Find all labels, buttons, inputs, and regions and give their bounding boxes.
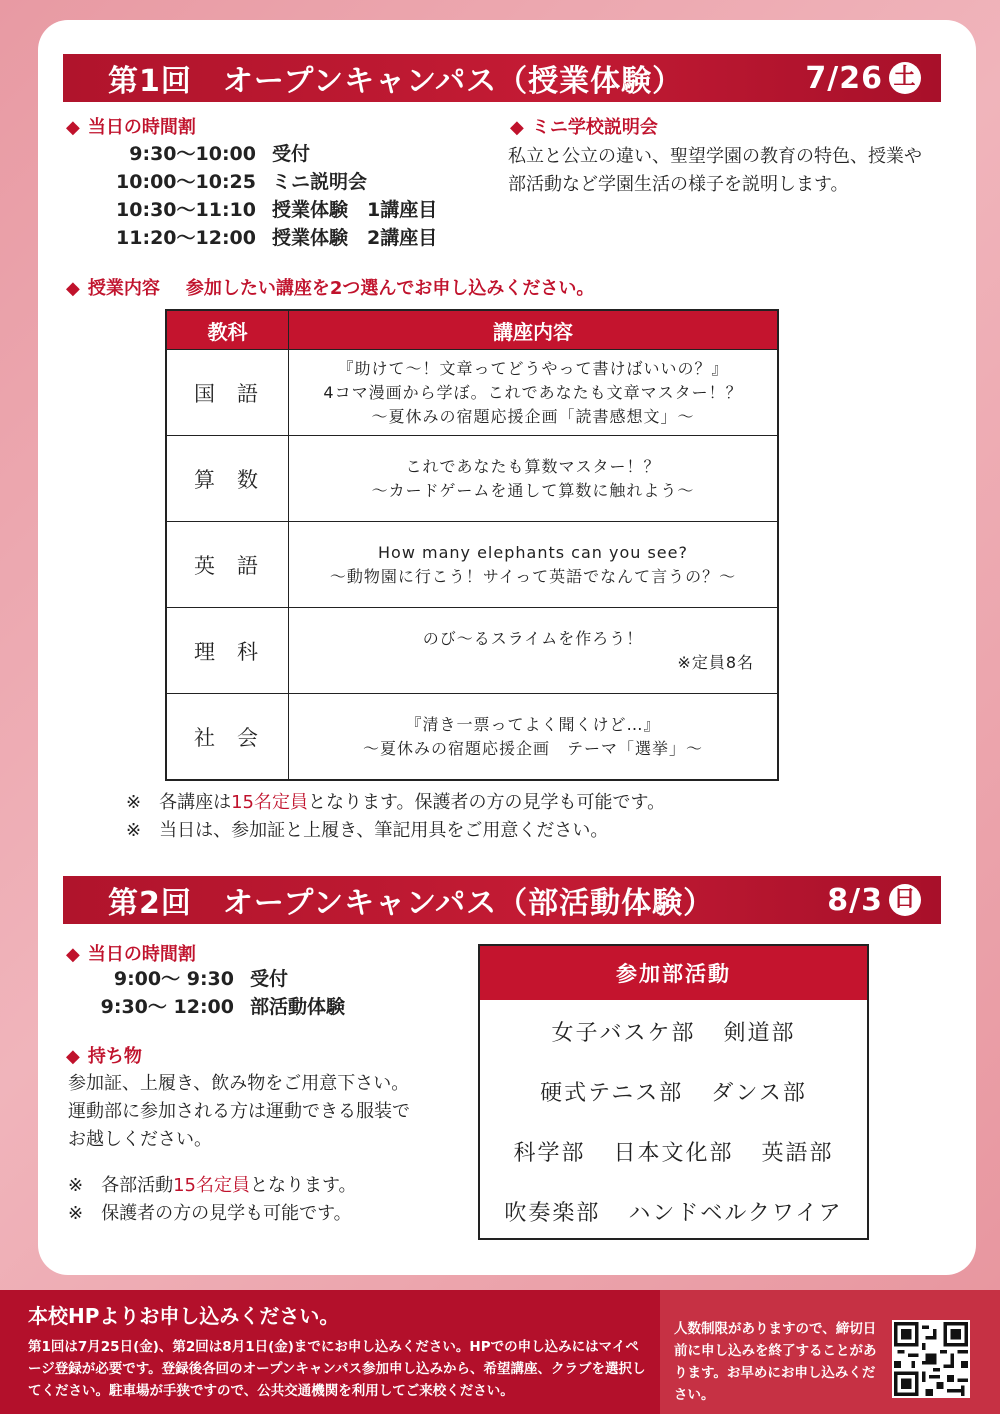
session1-title: 第1回 オープンキャンパス（授業体験） (108, 64, 684, 99)
footer-side (660, 1290, 1000, 1414)
session2-date: 8/3 (827, 882, 883, 918)
schedule-row: 9:00～ 9:30 受付 (113, 968, 289, 990)
clubs-row: 科学部 日本文化部 英語部 (513, 1141, 834, 1166)
table-row (166, 694, 778, 781)
clubs-row: 吹奏楽部 ハンドベルクワイア (504, 1201, 843, 1226)
mini-heading: ◆ ミニ学校説明会 (510, 117, 658, 138)
content-cell: のび～るスライムを作ろう！ ※定員8名 (289, 608, 779, 694)
footer-side-text: 人数制限がありますので、締切日前に申し込みを終了することがあります。お早めにお申し込みください。 (674, 1321, 877, 1403)
session1-notes (126, 789, 665, 845)
table-header-row (166, 310, 778, 350)
session1-schedule-heading: ◆ 当日の時間割 (66, 117, 196, 138)
diamond-icon: ◆ (510, 117, 524, 138)
footer-main (0, 1290, 660, 1414)
subject-cell: 算数 (166, 436, 289, 522)
course-heading: ◆ 授業内容 参加したい講座を2つ選んでお申し込みください。 (66, 278, 595, 299)
clubs-heading: 参加部活動 (480, 946, 867, 1000)
clubs-row: 硬式テニス部 ダンス部 (540, 1081, 807, 1106)
subject-cell: 理科 (166, 608, 289, 694)
session1-date-group (805, 61, 921, 96)
session1-banner (63, 54, 941, 102)
content-cell: 『助けて～！文章ってどうやって書けばいいの？』 4コマ漫画から学ぼ。これであなたも文章マスター！？ ～夏休みの宿題応援企画「読書感想文」～ (289, 350, 779, 436)
session1-date: 7/26 (805, 60, 883, 96)
col-subject: 教科 (166, 310, 289, 350)
schedule-row: 11:20～12:00 授業体験 2講座目 (116, 227, 438, 249)
session2-note-2: ※ 保護者の方の見学も可能です。 (68, 1203, 352, 1224)
subject-cell: 国語 (166, 350, 289, 436)
diamond-icon: ◆ (66, 117, 80, 138)
schedule-row: 9:30～10:00 受付 (129, 143, 311, 165)
mini-text: 私立と公立の違い、聖望学園の教育の特色、授業や 部活動など学園生活の様子を説明します。 (508, 146, 922, 195)
session1-note-1: ※ 各講座は15名定員となります。保護者の方の見学も可能です。 (126, 792, 666, 813)
items-text: 参加証、上履き、飲み物をご用意下さい。 運動部に参加される方は運動できる服装で お越しください。 (68, 1073, 410, 1150)
table-row (166, 608, 778, 694)
clubs-list (480, 1000, 867, 1244)
session2-date-group (827, 883, 921, 918)
clubs-box (478, 944, 869, 1240)
clubs-row: 女子バスケ部 剣道部 (551, 1021, 796, 1046)
schedule-row: 10:30～11:10 授業体験 1講座目 (116, 199, 438, 221)
session2-banner (63, 876, 941, 924)
session2-note-1: ※ 各部活動15名定員となります。 (68, 1175, 357, 1196)
session2-schedule-heading: ◆ 当日の時間割 (66, 944, 196, 965)
table-row (166, 522, 778, 608)
col-content: 講座内容 (289, 310, 779, 350)
session2-notes (68, 1172, 357, 1228)
session2-day: 日 (889, 884, 921, 916)
session1-note-2: ※ 当日は、参加証と上履き、筆記用具をご用意ください。 (126, 820, 609, 841)
course-table (165, 309, 779, 781)
subject-cell: 社会 (166, 694, 289, 781)
schedule-row: 9:30～ 12:00 部活動体験 (100, 996, 346, 1018)
session2-title: 第2回 オープンキャンパス（部活動体験） (108, 886, 715, 921)
subject-cell: 英語 (166, 522, 289, 608)
session1-day: 土 (889, 62, 921, 94)
qr-code-icon[interactable] (892, 1320, 970, 1398)
content-cell: これであなたも算数マスター！？ ～カードゲームを通して算数に触れよう～ (289, 436, 779, 522)
footer-body: 第1回は7月25日(金)、第2回は8月1日(金)までにお申し込みください。HPでの申し込みにはマイページ登録が必要です。登録後各回のオープンキャンパス参加申し込みから、希望講座、クラブを選択してください。駐車場が手狭ですので、公共交通機関を利用してご来校ください。 (28, 1339, 646, 1399)
diamond-icon: ◆ (66, 1046, 80, 1067)
items-heading: ◆ 持ち物 (66, 1046, 142, 1067)
table-row (166, 436, 778, 522)
session2-schedule (64, 964, 345, 1020)
footer-heading: 本校HPよりお申し込みください。 (28, 1304, 340, 1328)
diamond-icon: ◆ (66, 278, 80, 299)
diamond-icon: ◆ (66, 944, 80, 965)
table-row (166, 350, 778, 436)
session1-schedule (86, 139, 437, 251)
schedule-row: 10:00～10:25 ミニ説明会 (116, 171, 368, 193)
content-cell: How many elephants can you see? ～動物園に行こう！サイって英語でなんて言うの？～ (289, 522, 779, 608)
content-card (38, 20, 976, 1275)
capacity-note: ※定員8名 (677, 652, 754, 672)
content-cell: 『清き一票ってよく聞くけど…』 ～夏休みの宿題応援企画 テーマ「選挙」～ (289, 694, 779, 781)
